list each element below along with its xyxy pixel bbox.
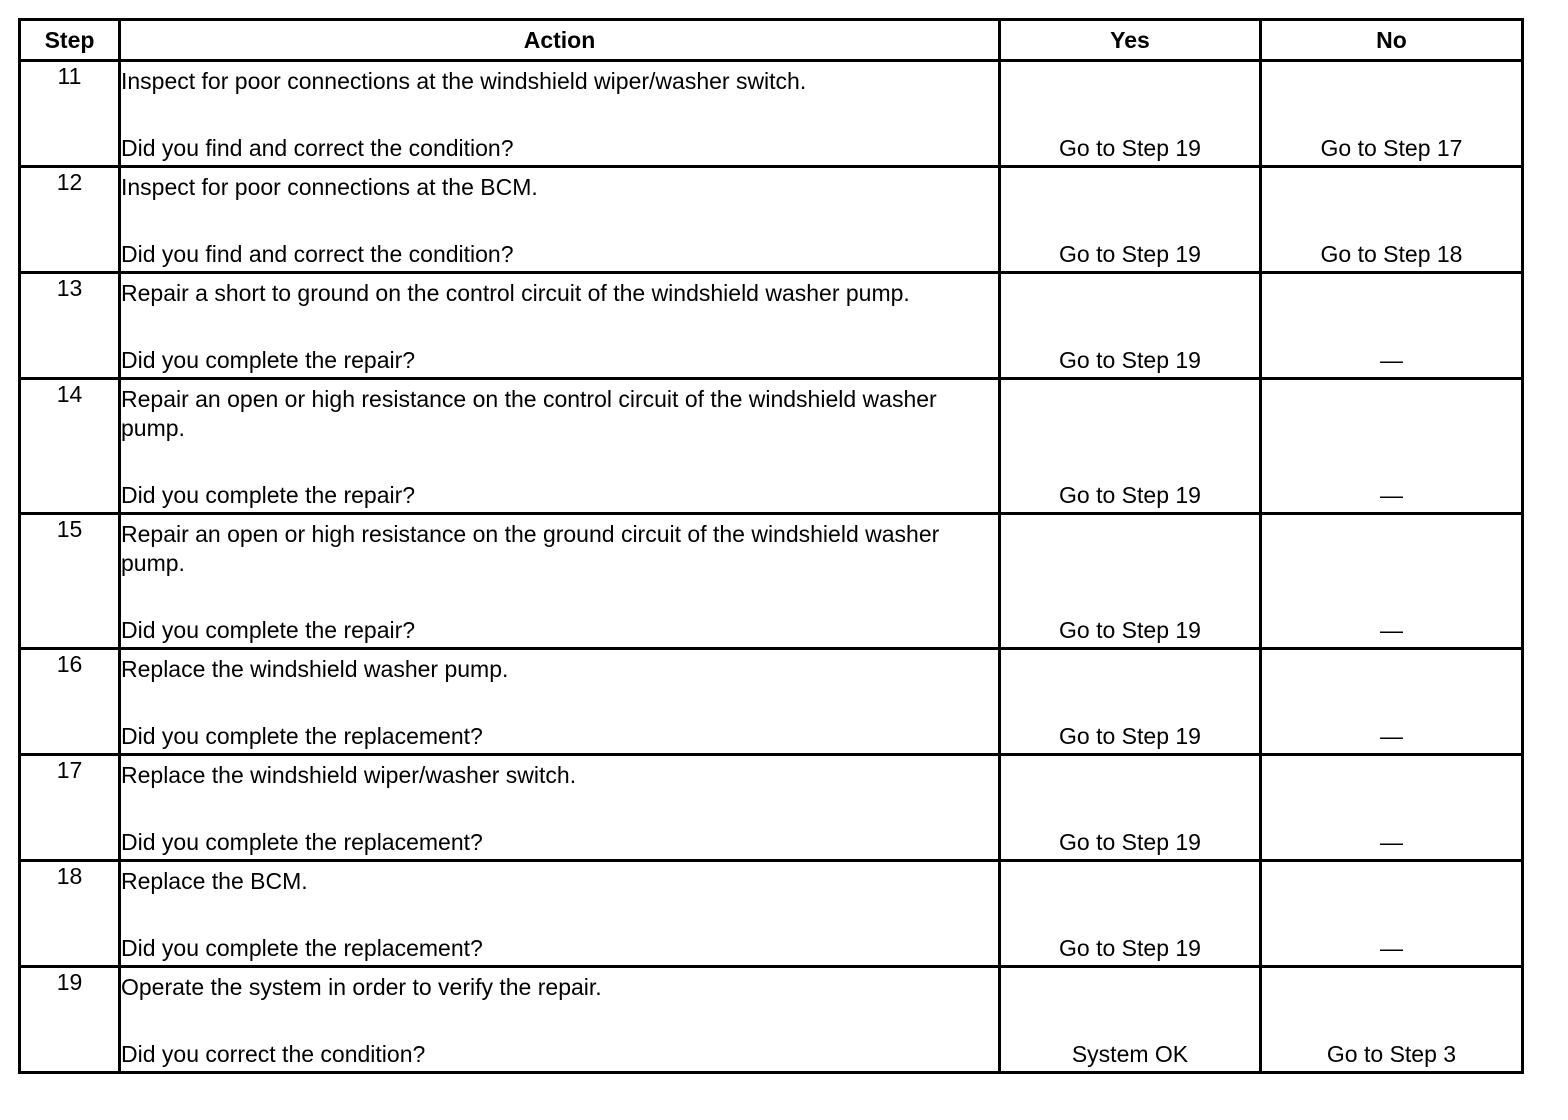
header-step: Step xyxy=(20,20,120,61)
no-result: — xyxy=(1380,347,1403,373)
header-yes: Yes xyxy=(1000,20,1261,61)
action-cell xyxy=(120,861,1000,967)
action-question: Did you complete the replacement? xyxy=(121,723,483,749)
step-number: 11 xyxy=(20,61,120,167)
no-result: — xyxy=(1380,617,1403,643)
action-cell xyxy=(120,273,1000,379)
diagnostic-table-container xyxy=(18,18,1521,1074)
action-text: Replace the BCM. xyxy=(121,868,308,894)
step-number: 16 xyxy=(20,649,120,755)
step-number: 13 xyxy=(20,273,120,379)
action-question: Did you complete the repair? xyxy=(121,482,416,508)
action-text: Replace the windshield wiper/washer switch. xyxy=(121,762,577,788)
step-number: 12 xyxy=(20,167,120,273)
action-cell xyxy=(120,649,1000,755)
yes-result: Go to Step 19 xyxy=(1059,617,1201,643)
action-cell xyxy=(120,167,1000,273)
yes-cell xyxy=(1000,167,1261,273)
no-cell xyxy=(1261,649,1523,755)
no-cell xyxy=(1261,861,1523,967)
action-text: Inspect for poor connections at the BCM. xyxy=(121,174,538,200)
table-row xyxy=(20,755,1523,861)
table-row xyxy=(20,967,1523,1073)
action-text: Inspect for poor connections at the windshield wiper/washer switch. xyxy=(121,68,807,94)
action-question: Did you complete the replacement? xyxy=(121,829,483,855)
yes-cell xyxy=(1000,755,1261,861)
step-number: 18 xyxy=(20,861,120,967)
table-row xyxy=(20,514,1523,649)
yes-result: Go to Step 19 xyxy=(1059,829,1201,855)
yes-cell xyxy=(1000,514,1261,649)
yes-result: Go to Step 19 xyxy=(1059,135,1201,161)
action-question: Did you correct the condition? xyxy=(121,1041,426,1067)
yes-result: System OK xyxy=(1071,1041,1189,1067)
table-row xyxy=(20,649,1523,755)
action-cell xyxy=(120,379,1000,514)
action-text: Repair an open or high resistance on the ground circuit of the windshield washer pump. xyxy=(121,521,940,576)
step-number: 19 xyxy=(20,967,120,1073)
yes-result: Go to Step 19 xyxy=(1059,935,1201,961)
no-result: — xyxy=(1380,723,1403,749)
yes-cell xyxy=(1000,61,1261,167)
action-cell xyxy=(120,61,1000,167)
no-result: Go to Step 3 xyxy=(1326,1041,1457,1067)
no-result: Go to Step 18 xyxy=(1320,241,1463,267)
yes-cell xyxy=(1000,379,1261,514)
no-result: — xyxy=(1380,935,1403,961)
no-cell xyxy=(1261,61,1523,167)
step-number: 15 xyxy=(20,514,120,649)
table-row xyxy=(20,861,1523,967)
table-row xyxy=(20,167,1523,273)
no-result: — xyxy=(1380,829,1403,855)
no-result: Go to Step 17 xyxy=(1320,135,1463,161)
no-cell xyxy=(1261,755,1523,861)
action-cell xyxy=(120,514,1000,649)
action-text: Replace the windshield washer pump. xyxy=(121,656,509,682)
action-text: Repair an open or high resistance on the control circuit of the windshield washer pump. xyxy=(121,386,937,441)
no-result: — xyxy=(1380,482,1403,508)
yes-cell xyxy=(1000,967,1261,1073)
table-row xyxy=(20,379,1523,514)
no-cell xyxy=(1261,273,1523,379)
yes-result: Go to Step 19 xyxy=(1059,241,1201,267)
table-row xyxy=(20,61,1523,167)
yes-result: Go to Step 19 xyxy=(1059,347,1201,373)
action-question: Did you complete the replacement? xyxy=(121,935,483,961)
no-cell xyxy=(1261,967,1523,1073)
action-question: Did you find and correct the condition? xyxy=(121,135,514,161)
yes-cell xyxy=(1000,273,1261,379)
header-no: No xyxy=(1261,20,1523,61)
action-text: Operate the system in order to verify the repair. xyxy=(121,974,602,1000)
diagnostic-table xyxy=(18,18,1524,1074)
yes-cell xyxy=(1000,649,1261,755)
yes-result: Go to Step 19 xyxy=(1059,723,1201,749)
yes-cell xyxy=(1000,861,1261,967)
step-number: 17 xyxy=(20,755,120,861)
action-cell xyxy=(120,967,1000,1073)
header-row xyxy=(20,20,1523,61)
action-question: Did you find and correct the condition? xyxy=(121,241,514,267)
action-cell xyxy=(120,755,1000,861)
no-cell xyxy=(1261,167,1523,273)
action-text: Repair a short to ground on the control circuit of the windshield washer pump. xyxy=(121,280,910,306)
yes-result: Go to Step 19 xyxy=(1059,482,1201,508)
no-cell xyxy=(1261,514,1523,649)
step-number: 14 xyxy=(20,379,120,514)
action-question: Did you complete the repair? xyxy=(121,617,416,643)
action-question: Did you complete the repair? xyxy=(121,347,416,373)
header-action: Action xyxy=(120,20,1000,61)
no-cell xyxy=(1261,379,1523,514)
table-row xyxy=(20,273,1523,379)
